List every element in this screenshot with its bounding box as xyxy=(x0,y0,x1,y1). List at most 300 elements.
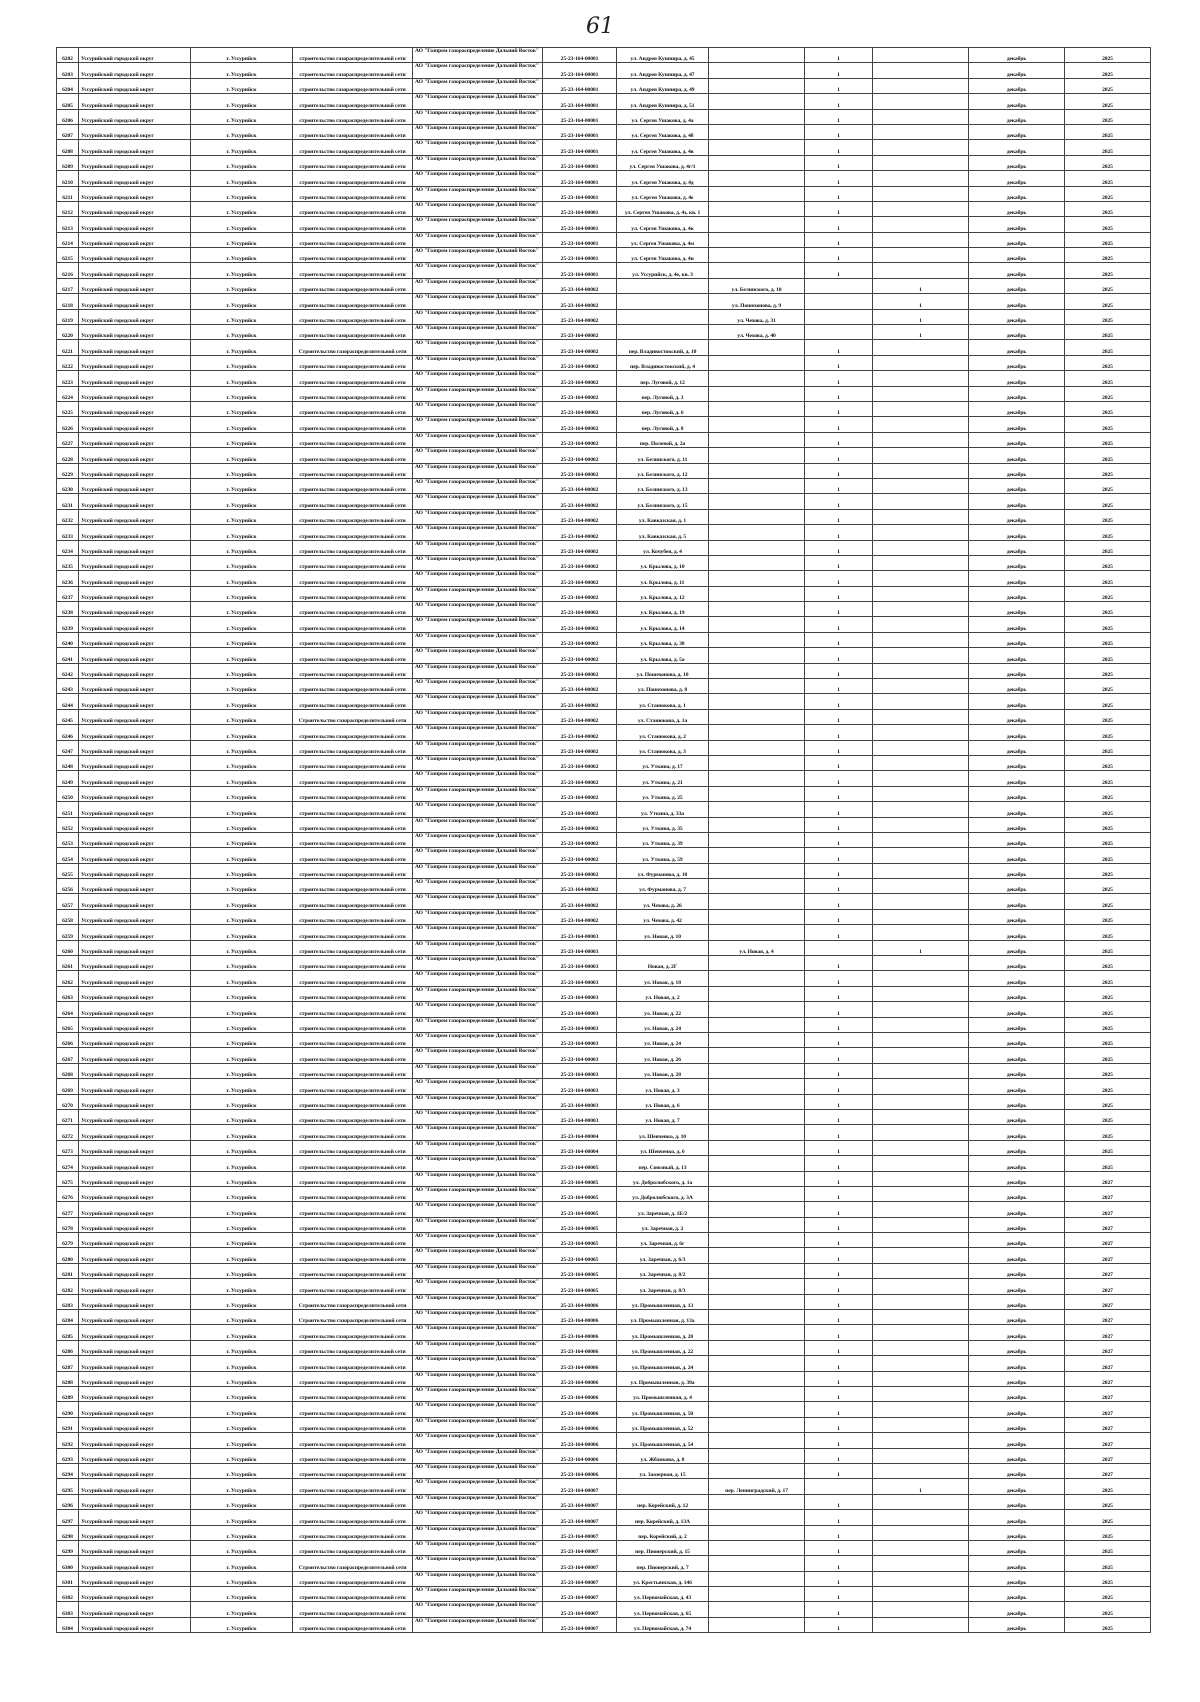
quantity-cell: 1 xyxy=(805,432,873,447)
quantity-cell xyxy=(805,940,873,955)
address-cell: ул. Новая, д. 3 xyxy=(617,1079,709,1094)
district-cell: Уссурийский городской округ xyxy=(79,832,191,847)
quantity-alt-cell xyxy=(873,986,969,1001)
activity-cell: строительство газораспределительной сети xyxy=(293,1186,413,1201)
district-cell: Уссурийский городской округ xyxy=(79,694,191,709)
district-cell: Уссурийский городской округ xyxy=(79,1417,191,1432)
activity-cell: строительство газораспределительной сети xyxy=(293,909,413,924)
table-row xyxy=(57,309,1151,324)
address-alt-cell: пер. Ленинградский, д. 17 xyxy=(709,1479,805,1494)
address-cell: ул. Первомайская, д. 65 xyxy=(617,1602,709,1617)
district-cell: Уссурийский городской округ xyxy=(79,1617,191,1632)
table-row xyxy=(57,248,1151,263)
cadastral-cell: 25-23-164-00002 xyxy=(543,663,617,678)
month-cell: декабрь xyxy=(969,879,1065,894)
quantity-cell: 1 xyxy=(805,1294,873,1309)
month-cell: декабрь xyxy=(969,171,1065,186)
year-cell: 2025 xyxy=(1065,525,1151,540)
address-alt-cell xyxy=(709,109,805,124)
table-row xyxy=(57,201,1151,216)
address-alt-cell xyxy=(709,140,805,155)
district-cell: Уссурийский городской округ xyxy=(79,78,191,93)
month-cell: декабрь xyxy=(969,1156,1065,1171)
quantity-cell: 1 xyxy=(805,617,873,632)
settlement-cell: г. Уссурийск xyxy=(191,1140,293,1155)
address-alt-cell xyxy=(709,494,805,509)
table-row xyxy=(57,925,1151,940)
month-cell: декабрь xyxy=(969,1294,1065,1309)
row-number: 6278 xyxy=(57,1217,79,1232)
address-alt-cell xyxy=(709,386,805,401)
organization-cell: АО "Газпром газораспределение Дальний Восток" xyxy=(413,617,543,632)
row-number: 6276 xyxy=(57,1186,79,1201)
row-number: 6256 xyxy=(57,879,79,894)
row-number: 6245 xyxy=(57,709,79,724)
address-cell xyxy=(617,309,709,324)
row-number: 6272 xyxy=(57,1125,79,1140)
district-cell: Уссурийский городской округ xyxy=(79,1094,191,1109)
table-row xyxy=(57,478,1151,493)
quantity-cell: 1 xyxy=(805,771,873,786)
organization-cell: АО "Газпром газораспределение Дальний Восток" xyxy=(413,417,543,432)
row-number: 6220 xyxy=(57,325,79,340)
row-number: 6235 xyxy=(57,555,79,570)
quantity-cell: 1 xyxy=(805,894,873,909)
table-row xyxy=(57,1140,1151,1155)
quantity-alt-cell xyxy=(873,879,969,894)
cadastral-cell: 25-23-164-00003 xyxy=(543,1048,617,1063)
year-cell: 2027 xyxy=(1065,1340,1151,1355)
settlement-cell: г. Уссурийск xyxy=(191,1433,293,1448)
settlement-cell: г. Уссурийск xyxy=(191,940,293,955)
year-cell: 2025 xyxy=(1065,1109,1151,1124)
cadastral-cell: 25-23-164-00002 xyxy=(543,817,617,832)
address-cell: ул. Заречная, д. 1Е/2 xyxy=(617,1202,709,1217)
settlement-cell: г. Уссурийск xyxy=(191,1217,293,1232)
address-cell: ул. Крылова, д. 19 xyxy=(617,602,709,617)
cadastral-cell: 25-23-164-00005 xyxy=(543,1171,617,1186)
table-row xyxy=(57,1402,1151,1417)
quantity-alt-cell xyxy=(873,1617,969,1632)
cadastral-cell: 25-23-164-00007 xyxy=(543,1571,617,1586)
activity-cell: строительство газораспределительной сети xyxy=(293,525,413,540)
address-alt-cell xyxy=(709,1525,805,1540)
activity-cell: строительство газораспределительной сети xyxy=(293,925,413,940)
cadastral-cell: 25-23-164-00002 xyxy=(543,478,617,493)
year-cell: 2025 xyxy=(1065,1079,1151,1094)
cadastral-cell: 25-23-164-00002 xyxy=(543,771,617,786)
organization-cell: АО "Газпром газораспределение Дальний Восток" xyxy=(413,709,543,724)
address-alt-cell xyxy=(709,525,805,540)
organization-cell: АО "Газпром газораспределение Дальний Восток" xyxy=(413,171,543,186)
quantity-alt-cell xyxy=(873,432,969,447)
quantity-alt-cell xyxy=(873,1294,969,1309)
month-cell: декабрь xyxy=(969,432,1065,447)
district-cell: Уссурийский городской округ xyxy=(79,325,191,340)
cadastral-cell: 25-23-164-00003 xyxy=(543,1017,617,1032)
settlement-cell: г. Уссурийск xyxy=(191,48,293,63)
quantity-alt-cell xyxy=(873,755,969,770)
month-cell: декабрь xyxy=(969,78,1065,93)
quantity-cell: 1 xyxy=(805,155,873,170)
year-cell: 2025 xyxy=(1065,94,1151,109)
cadastral-cell: 25-23-164-00006 xyxy=(543,1371,617,1386)
address-alt-cell xyxy=(709,1602,805,1617)
district-cell: Уссурийский городской округ xyxy=(79,540,191,555)
table-row xyxy=(57,1602,1151,1617)
organization-cell: АО "Газпром газораспределение Дальний Восток" xyxy=(413,309,543,324)
quantity-cell: 1 xyxy=(805,1463,873,1478)
address-cell: ул. Новая, д. 7 xyxy=(617,1109,709,1124)
table-row xyxy=(57,463,1151,478)
table-row xyxy=(57,1248,1151,1263)
organization-cell: АО "Газпром газораспределение Дальний Восток" xyxy=(413,1448,543,1463)
activity-cell: строительство газораспределительной сети xyxy=(293,171,413,186)
activity-cell: строительство газораспределительной сети xyxy=(293,694,413,709)
settlement-cell: г. Уссурийск xyxy=(191,1109,293,1124)
month-cell: декабрь xyxy=(969,1386,1065,1401)
year-cell: 2025 xyxy=(1065,1510,1151,1525)
activity-cell: строительство газораспределительной сети xyxy=(293,355,413,370)
district-cell: Уссурийский городской округ xyxy=(79,1556,191,1571)
month-cell: декабрь xyxy=(969,786,1065,801)
quantity-cell: 1 xyxy=(805,463,873,478)
table-row xyxy=(57,848,1151,863)
organization-cell: АО "Газпром газораспределение Дальний Восток" xyxy=(413,1587,543,1602)
address-cell: пер. Владивостокский, д. 4 xyxy=(617,355,709,370)
month-cell: декабрь xyxy=(969,1617,1065,1632)
settlement-cell: г. Уссурийск xyxy=(191,1033,293,1048)
month-cell: декабрь xyxy=(969,1587,1065,1602)
address-cell: ул. Чехова, д. 42 xyxy=(617,909,709,924)
month-cell: декабрь xyxy=(969,848,1065,863)
quantity-cell: 1 xyxy=(805,1125,873,1140)
activity-cell: строительство газораспределительной сети xyxy=(293,1386,413,1401)
year-cell: 2025 xyxy=(1065,725,1151,740)
district-cell: Уссурийский городской округ xyxy=(79,1248,191,1263)
district-cell: Уссурийский городской округ xyxy=(79,617,191,632)
year-cell: 2025 xyxy=(1065,1033,1151,1048)
quantity-cell: 1 xyxy=(805,679,873,694)
address-alt-cell xyxy=(709,540,805,555)
quantity-alt-cell xyxy=(873,1356,969,1371)
row-number: 6304 xyxy=(57,1617,79,1632)
quantity-alt-cell xyxy=(873,1125,969,1140)
settlement-cell: г. Уссурийск xyxy=(191,925,293,940)
quantity-alt-cell xyxy=(873,448,969,463)
organization-cell: АО "Газпром газораспределение Дальний Восток" xyxy=(413,771,543,786)
cadastral-cell: 25-23-164-00002 xyxy=(543,586,617,601)
table-row xyxy=(57,1540,1151,1555)
quantity-alt-cell xyxy=(873,478,969,493)
year-cell: 2025 xyxy=(1065,278,1151,293)
settlement-cell: г. Уссурийск xyxy=(191,478,293,493)
address-cell: ул. Промышленная, д. 13а xyxy=(617,1310,709,1325)
row-number: 6293 xyxy=(57,1448,79,1463)
month-cell: декабрь xyxy=(969,1279,1065,1294)
address-alt-cell xyxy=(709,417,805,432)
address-alt-cell xyxy=(709,1294,805,1309)
quantity-cell: 1 xyxy=(805,171,873,186)
cadastral-cell: 25-23-164-00003 xyxy=(543,940,617,955)
organization-cell: АО "Газпром газораспределение Дальний Восток" xyxy=(413,848,543,863)
row-number: 6259 xyxy=(57,925,79,940)
cadastral-cell: 25-23-164-00003 xyxy=(543,986,617,1001)
quantity-cell: 1 xyxy=(805,63,873,78)
cadastral-cell: 25-23-164-00005 xyxy=(543,1186,617,1201)
settlement-cell: г. Уссурийск xyxy=(191,294,293,309)
activity-cell: строительство газораспределительной сети xyxy=(293,1002,413,1017)
table-row xyxy=(57,494,1151,509)
quantity-cell: 1 xyxy=(805,986,873,1001)
address-cell: пер. Луговой, д. 6 xyxy=(617,401,709,416)
row-number: 6213 xyxy=(57,217,79,232)
activity-cell: строительство газораспределительной сети xyxy=(293,371,413,386)
activity-cell: строительство газораспределительной сети xyxy=(293,632,413,647)
year-cell: 2027 xyxy=(1065,1386,1151,1401)
activity-cell: строительство газораспределительной сети xyxy=(293,1479,413,1494)
table-row xyxy=(57,817,1151,832)
quantity-cell: 1 xyxy=(805,1002,873,1017)
activity-cell: строительство газораспределительной сети xyxy=(293,401,413,416)
settlement-cell: г. Уссурийск xyxy=(191,1510,293,1525)
table-row xyxy=(57,771,1151,786)
address-cell: ул. Первомайская, д. 43 xyxy=(617,1587,709,1602)
activity-cell: строительство газораспределительной сети xyxy=(293,1417,413,1432)
year-cell: 2027 xyxy=(1065,1202,1151,1217)
year-cell: 2025 xyxy=(1065,956,1151,971)
table-row xyxy=(57,124,1151,139)
quantity-alt-cell xyxy=(873,894,969,909)
address-cell: ул. Новая, д. 24 xyxy=(617,1033,709,1048)
month-cell: декабрь xyxy=(969,894,1065,909)
activity-cell: строительство газораспределительной сети xyxy=(293,1217,413,1232)
table-row xyxy=(57,694,1151,709)
district-cell: Уссурийский городской округ xyxy=(79,186,191,201)
row-number: 6203 xyxy=(57,63,79,78)
cadastral-cell: 25-23-164-00002 xyxy=(543,894,617,909)
month-cell: декабрь xyxy=(969,186,1065,201)
quantity-alt-cell xyxy=(873,340,969,355)
quantity-cell: 1 xyxy=(805,786,873,801)
address-alt-cell xyxy=(709,586,805,601)
district-cell: Уссурийский городской округ xyxy=(79,1140,191,1155)
settlement-cell: г. Уссурийск xyxy=(191,602,293,617)
quantity-alt-cell xyxy=(873,1156,969,1171)
quantity-cell: 1 xyxy=(805,1325,873,1340)
quantity-cell: 1 xyxy=(805,925,873,940)
district-cell: Уссурийский городской округ xyxy=(79,1294,191,1309)
quantity-alt-cell xyxy=(873,832,969,847)
organization-cell: АО "Газпром газораспределение Дальний Восток" xyxy=(413,1017,543,1032)
address-cell: пер. Корейский, д. 2 xyxy=(617,1525,709,1540)
district-cell: Уссурийский городской округ xyxy=(79,155,191,170)
quantity-alt-cell xyxy=(873,94,969,109)
district-cell: Уссурийский городской округ xyxy=(79,1433,191,1448)
row-number: 6262 xyxy=(57,971,79,986)
quantity-cell xyxy=(805,278,873,293)
activity-cell: строительство газораспределительной сети xyxy=(293,78,413,93)
organization-cell: АО "Газпром газораспределение Дальний Восток" xyxy=(413,632,543,647)
address-cell: ул. Сергея Ушакова, д. 4е xyxy=(617,186,709,201)
organization-cell: АО "Газпром газораспределение Дальний Восток" xyxy=(413,1325,543,1340)
row-number: 6205 xyxy=(57,94,79,109)
quantity-cell: 1 xyxy=(805,386,873,401)
address-cell: ул. Белинского, д. 15 xyxy=(617,494,709,509)
quantity-cell: 1 xyxy=(805,1617,873,1632)
table-row xyxy=(57,278,1151,293)
district-cell: Уссурийский городской округ xyxy=(79,401,191,416)
quantity-cell: 1 xyxy=(805,417,873,432)
row-number: 6234 xyxy=(57,540,79,555)
settlement-cell: г. Уссурийск xyxy=(191,1048,293,1063)
month-cell: декабрь xyxy=(969,679,1065,694)
organization-cell: АО "Газпром газораспределение Дальний Восток" xyxy=(413,540,543,555)
address-alt-cell: ул. Новая, д. 4 xyxy=(709,940,805,955)
table-row xyxy=(57,956,1151,971)
table-row xyxy=(57,1417,1151,1432)
quantity-alt-cell xyxy=(873,1233,969,1248)
row-number: 6250 xyxy=(57,786,79,801)
table-row xyxy=(57,525,1151,540)
organization-cell: АО "Газпром газораспределение Дальний Восток" xyxy=(413,832,543,847)
settlement-cell: г. Уссурийск xyxy=(191,1479,293,1494)
quantity-cell: 1 xyxy=(805,1094,873,1109)
row-number: 6283 xyxy=(57,1294,79,1309)
address-alt-cell xyxy=(709,1310,805,1325)
quantity-alt-cell xyxy=(873,386,969,401)
district-cell: Уссурийский городской округ xyxy=(79,1217,191,1232)
organization-cell: АО "Газпром газораспределение Дальний Восток" xyxy=(413,802,543,817)
organization-cell: АО "Газпром газораспределение Дальний Восток" xyxy=(413,1602,543,1617)
organization-cell: АО "Газпром газораспределение Дальний Восток" xyxy=(413,1371,543,1386)
settlement-cell: г. Уссурийск xyxy=(191,278,293,293)
cadastral-cell: 25-23-164-00002 xyxy=(543,632,617,647)
quantity-alt-cell xyxy=(873,494,969,509)
row-number: 6298 xyxy=(57,1525,79,1540)
month-cell: декабрь xyxy=(969,956,1065,971)
row-number: 6233 xyxy=(57,525,79,540)
address-cell: ул. Промышленная, д. 52 xyxy=(617,1417,709,1432)
year-cell: 2025 xyxy=(1065,986,1151,1001)
cadastral-cell: 25-23-164-00002 xyxy=(543,617,617,632)
settlement-cell: г. Уссурийск xyxy=(191,140,293,155)
month-cell: декабрь xyxy=(969,663,1065,678)
table-row xyxy=(57,1156,1151,1171)
quantity-alt-cell xyxy=(873,155,969,170)
district-cell: Уссурийский городской округ xyxy=(79,909,191,924)
cadastral-cell: 25-23-164-00007 xyxy=(543,1556,617,1571)
address-cell: ул. Станюкова, д. 1а xyxy=(617,709,709,724)
settlement-cell: г. Уссурийск xyxy=(191,232,293,247)
settlement-cell: г. Уссурийск xyxy=(191,832,293,847)
settlement-cell: г. Уссурийск xyxy=(191,1617,293,1632)
organization-cell: АО "Газпром газораспределение Дальний Восток" xyxy=(413,909,543,924)
quantity-cell: 1 xyxy=(805,1048,873,1063)
activity-cell: строительство газораспределительной сети xyxy=(293,1463,413,1478)
table-row xyxy=(57,755,1151,770)
organization-cell: АО "Газпром газораспределение Дальний Восток" xyxy=(413,1033,543,1048)
quantity-cell: 1 xyxy=(805,401,873,416)
table-row xyxy=(57,863,1151,878)
quantity-cell: 1 xyxy=(805,232,873,247)
month-cell: декабрь xyxy=(969,971,1065,986)
cadastral-cell: 25-23-164-00002 xyxy=(543,525,617,540)
settlement-cell: г. Уссурийск xyxy=(191,1017,293,1032)
year-cell: 2025 xyxy=(1065,848,1151,863)
month-cell: декабрь xyxy=(969,201,1065,216)
row-number: 6301 xyxy=(57,1571,79,1586)
activity-cell: строительство газораспределительной сети xyxy=(293,124,413,139)
quantity-alt-cell xyxy=(873,1556,969,1571)
organization-cell: АО "Газпром газораспределение Дальний Восток" xyxy=(413,879,543,894)
cadastral-cell: 25-23-164-00002 xyxy=(543,278,617,293)
row-number: 6268 xyxy=(57,1063,79,1078)
year-cell: 2025 xyxy=(1065,755,1151,770)
table-row xyxy=(57,1479,1151,1494)
quantity-alt-cell xyxy=(873,1417,969,1432)
quantity-alt-cell xyxy=(873,694,969,709)
address-alt-cell xyxy=(709,894,805,909)
table-row xyxy=(57,1048,1151,1063)
quantity-alt-cell xyxy=(873,817,969,832)
settlement-cell: г. Уссурийск xyxy=(191,1294,293,1309)
address-alt-cell xyxy=(709,832,805,847)
quantity-cell: 1 xyxy=(805,1386,873,1401)
table-row xyxy=(57,171,1151,186)
organization-cell: АО "Газпром газораспределение Дальний Восток" xyxy=(413,1617,543,1632)
table-row xyxy=(57,94,1151,109)
cadastral-cell: 25-23-164-00007 xyxy=(543,1494,617,1509)
year-cell: 2025 xyxy=(1065,386,1151,401)
quantity-alt-cell xyxy=(873,124,969,139)
settlement-cell: г. Уссурийск xyxy=(191,1263,293,1278)
cadastral-cell: 25-23-164-00001 xyxy=(543,48,617,63)
settlement-cell: г. Уссурийск xyxy=(191,124,293,139)
activity-cell: строительство газораспределительной сети xyxy=(293,679,413,694)
quantity-alt-cell xyxy=(873,263,969,278)
activity-cell: строительство газораспределительной сети xyxy=(293,263,413,278)
organization-cell: АО "Газпром газораспределение Дальний Восток" xyxy=(413,986,543,1001)
address-cell: пер. Луговой, д. 12 xyxy=(617,371,709,386)
quantity-alt-cell xyxy=(873,1217,969,1232)
year-cell: 2025 xyxy=(1065,663,1151,678)
district-cell: Уссурийский городской округ xyxy=(79,1587,191,1602)
table-row xyxy=(57,602,1151,617)
quantity-cell: 1 xyxy=(805,355,873,370)
address-cell: ул. Промышленная, д. 22 xyxy=(617,1340,709,1355)
settlement-cell: г. Уссурийск xyxy=(191,648,293,663)
row-number: 6252 xyxy=(57,817,79,832)
table-row xyxy=(57,340,1151,355)
district-cell: Уссурийский городской округ xyxy=(79,940,191,955)
table-row xyxy=(57,1002,1151,1017)
district-cell: Уссурийский городской округ xyxy=(79,1063,191,1078)
district-cell: Уссурийский городской округ xyxy=(79,278,191,293)
address-alt-cell xyxy=(709,463,805,478)
activity-cell: строительство газораспределительной сети xyxy=(293,325,413,340)
address-alt-cell xyxy=(709,1386,805,1401)
quantity-alt-cell xyxy=(873,1063,969,1078)
table-row xyxy=(57,1356,1151,1371)
quantity-alt-cell xyxy=(873,509,969,524)
organization-cell: АО "Газпром газораспределение Дальний Восток" xyxy=(413,1463,543,1478)
quantity-cell: 1 xyxy=(805,1279,873,1294)
cadastral-cell: 25-23-164-00002 xyxy=(543,909,617,924)
address-alt-cell xyxy=(709,740,805,755)
address-alt-cell xyxy=(709,555,805,570)
activity-cell: Строительство газораспределительной сети xyxy=(293,1556,413,1571)
